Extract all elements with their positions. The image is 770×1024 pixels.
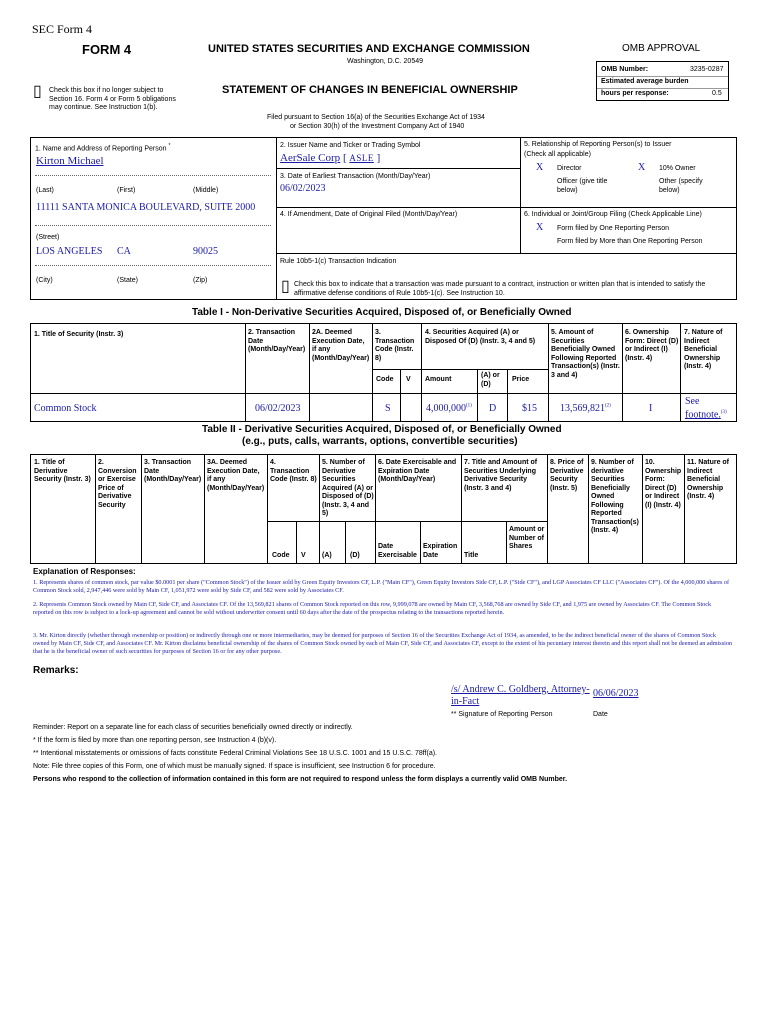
ten-percent-owner-label: 10% Owner [659, 165, 696, 172]
t1-h7: 7. Nature of Indirect Beneficial Ownership (Instr. 4) [684, 329, 723, 370]
t2-sub-v: V [301, 552, 306, 559]
one-person-label: Form filed by One Reporting Person [557, 225, 670, 232]
t1-h1: 1. Title of Security (Instr. 3) [34, 331, 124, 338]
footnote-1: 1. Represents shares of common stock, par value $0.0001 per share ("Common Stock") of the Issuer sold by Green Equity Investors CF, L.P. ("Main CF"), Green Equity Investors Side CF, L.P. ("Side CF"), and LGP Associates CF LLC ("Associates CF"). Of the 4,000,000 shares of Common Stock sold, 2,947,446 were sold by Main CF, 1,051,972 were sold by Side CF, and 582 were sold by Associates CF. [33, 579, 730, 595]
state-value: CA [117, 246, 131, 257]
earliest-transaction-date: 06/02/2023 [280, 183, 326, 194]
table2-title: Table II - Derivative Securities Acquired, Disposed of, or Beneficially Owned [202, 424, 562, 435]
footer-note-4: Persons who respond to the collection of information contained in this form are not required to respond unless the form displays a currently valid OMB Number. [33, 776, 568, 783]
t2-h5: 5. Number of Derivative Securities Acquired (A) or Disposed of (D) (Instr. 3, 4 and 5) [322, 459, 374, 517]
footer-note-2: ** Intentional misstatements or omissions of facts constitute Federal Criminal Violations See 18 U.S.C. 1001 and 15 U.S.C. 78ff(a). [33, 750, 437, 757]
omb-number-label: OMB Number: [601, 66, 649, 73]
omb-approval-title: OMB APPROVAL [622, 43, 701, 54]
table2-subtitle: (e.g., puts, calls, warrants, options, convertible securities) [242, 436, 518, 447]
t2-sub-code: Code [272, 552, 290, 559]
t1-security-title: Common Stock [34, 403, 97, 414]
omb-hours-label: hours per response: [601, 90, 669, 97]
agency-location: Washington, D.C. 20549 [347, 58, 424, 65]
one-person-mark: X [536, 222, 544, 233]
footnote-2: 2. Represents Common Stock owned by Main CF, Side CF, and Associates CF. Of the 13,569,821 shares of Common Stock reported on this row, 9,999,078 are owned by Main CF, 3,568,768 are owned by Side CF, and 1,975 are owned by Associates CF. The Common Stock reported on this row is subject to a lock-up agreement and cannot be sold without underwriter consent until 60 days after the date of the prospectus relating to the transactions reported herein. [33, 601, 712, 617]
director-mark: X [536, 162, 544, 173]
signature-date: 06/06/2023 [593, 688, 639, 699]
footer-note-1: * If the form is filed by more than one reporting person, see Instruction 4 (b)(v). [33, 737, 277, 744]
signature-label: ** Signature of Reporting Person [451, 711, 553, 718]
t2-h3a: 3A. Deemed Execution Date, if any (Month/Day/Year) [207, 459, 265, 492]
explanation-title: Explanation of Responses: [33, 567, 136, 576]
agency-name: UNITED STATES SECURITIES AND EXCHANGE COMMISSION [208, 43, 530, 55]
omb-hours-value: 0.5 [712, 90, 722, 97]
t1-sub-price: Price [512, 376, 530, 383]
rule-text-1: Check this box to indicate that a transaction was made pursuant to a contract, instruction or written plan that is intended to satisfy the [294, 281, 706, 288]
t2-h4: 4. Transaction Code (Instr. 8) [270, 459, 317, 483]
omb-number-value: 3235-0287 [690, 66, 724, 73]
filed-pursuant-line2: or Section 30(h) of the Investment Company Act of 1940 [290, 123, 465, 130]
ten-percent-owner-mark: X [638, 162, 646, 173]
street-address: 11111 SANTA MONICA BOULEVARD, SUITE 2000 [36, 202, 256, 213]
t2-h7: 7. Title and Amount of Securities Underlying Derivative Security (Instr. 3 and 4) [464, 459, 538, 492]
reminder-text: Reminder: Report on a separate line for each class of securities beneficially owned directly or indirectly. [33, 724, 353, 731]
reporting-person-name[interactable]: Kirton Michael [36, 155, 104, 167]
date-label: Date [593, 711, 608, 718]
issuer-ticker: AerSale Corp [ ASLE ] [280, 152, 381, 164]
t1-transaction-date: 06/02/2023 [255, 403, 301, 414]
t1-nature: See footnote.$^{(3)}$ [685, 396, 727, 421]
t1-price: $15 [522, 403, 537, 414]
city-value: LOS ANGELES [36, 246, 103, 257]
footnote-2-link[interactable]: (2) [605, 403, 611, 409]
other-label: Other (specify below) [659, 178, 703, 194]
footnote-1-link[interactable]: (1) [466, 403, 472, 409]
t2-h2: 2. Conversion or Exercise Price of Derivative Security [98, 459, 137, 509]
table1-title: Table I - Non-Derivative Securities Acquired, Disposed of, or Beneficially Owned [192, 307, 572, 318]
t1-transaction-code: S [385, 403, 391, 414]
t1-acquired-disposed: D [489, 403, 497, 414]
t2-sub-amount: Amount or Number of Shares [509, 526, 545, 550]
box5-sub: (Check all applicable) [524, 151, 591, 158]
box6-label: 6. Individual or Joint/Group Filing (Check Applicable Line) [524, 211, 702, 218]
box2-label: 2. Issuer Name and Ticker or Trading Symbol [280, 142, 421, 149]
t1-amount: 4,000,000$^{(1)}$ [426, 403, 472, 414]
t2-sub-d: (D) [350, 552, 360, 559]
t2-h1: 1. Title of Derivative Security (Instr. 3) [34, 459, 91, 483]
t2-h9: 9. Number of derivative Securities Beneficially Owned Following Reported Transaction(s) (Instr. 4) [591, 459, 639, 534]
t2-h11: 11. Nature of Indirect Beneficial Ownership (Instr. 4) [687, 459, 730, 500]
t2-sub-a: (A) [322, 552, 332, 559]
t1-h3: 3. Transaction Code (Instr. 8) [375, 329, 415, 362]
more-persons-label: Form filed by More than One Reporting Person [557, 238, 703, 245]
no-longer-subject-text: Check this box if no longer subject to Section 16. Form 4 or Form 5 obligations may continue. See Instruction 1(b). [49, 87, 176, 111]
rule-checkbox-icon[interactable]: ▯ [281, 278, 290, 295]
box5-label: 5. Relationship of Reporting Person(s) to Issuer [524, 141, 672, 148]
issuer-name-link[interactable]: AerSale Corp [280, 152, 341, 164]
t1-amount-owned: 13,569,821$^{(2)}$ [560, 403, 611, 414]
box4-label: 4. If Amendment, Date of Original Filed (Month/Day/Year) [280, 211, 458, 218]
form-title: FORM 4 [82, 42, 132, 57]
checkbox-icon[interactable]: ▯ [33, 83, 42, 100]
t1-h4: 4. Securities Acquired (A) or Disposed Of (D) (Instr. 3, 4 and 5) [425, 329, 536, 345]
filed-pursuant-line1: Filed pursuant to Section 16(a) of the Securities Exchange Act of 1934 [267, 114, 485, 121]
director-label: Director [557, 165, 582, 172]
city-label: (City) [36, 277, 53, 284]
first-label: (First) [117, 187, 136, 194]
street-label: (Street) [36, 234, 60, 241]
t1-h6: 6. Ownership Form: Direct (D) or Indirect (I) (Instr. 4) [625, 329, 679, 362]
t1-h2a: 2A. Deemed Execution Date, if any (Month/Day/Year) [312, 329, 370, 362]
t1-ownership-form: I [649, 403, 653, 414]
remarks-label: Remarks: [33, 665, 79, 676]
last-label: (Last) [36, 187, 54, 194]
page-header: SEC Form 4 [32, 22, 93, 36]
middle-label: (Middle) [193, 187, 219, 194]
ticker-link[interactable]: ASLE [349, 153, 374, 163]
t2-h3: 3. Transaction Date (Month/Day/Year) [144, 459, 202, 483]
t1-sub-v: V [406, 376, 411, 383]
footnote-3-link[interactable]: (3) [720, 410, 727, 415]
t2-sub-date-exercisable: Date Exercisable [378, 543, 417, 559]
zip-label: (Zip) [193, 277, 208, 284]
t1-h2: 2. Transaction Date (Month/Day/Year) [248, 329, 306, 353]
rule-text-2: affirmative defense conditions of Rule 10b5-1(c). See Instruction 10. [294, 290, 505, 297]
omb-burden-label: Estimated average burden [601, 78, 689, 85]
t2-sub-title: Title [464, 552, 479, 559]
statement-title: STATEMENT OF CHANGES IN BENEFICIAL OWNERSHIP [222, 84, 518, 96]
box3-label: 3. Date of Earliest Transaction (Month/Day/Year) [280, 173, 431, 180]
officer-label: Officer (give title below) [557, 178, 608, 194]
t2-h6: 6. Date Exercisable and Expiration Date (Month/Day/Year) [378, 459, 457, 483]
t2-h8: 8. Price of Derivative Security (Instr. 5) [550, 459, 584, 492]
rule-title: Rule 10b5-1(c) Transaction Indication [280, 258, 397, 265]
footnote-3: 3. Mr. Kirton directly (whether through ownership or position) or indirectly through one or more intermediaries, may be deemed for purposes of Section 16 of the Securities Exchange Act of 1934, as amended, to be the indirect beneficial owner of the shares of Common Stock owned by Main CF, Side CF, and Associates CF. Mr. Kirton disclaims beneficial ownership of the shares of Common Stock owned by each of Main CF, Side CF, and Associates CF, except to the extent of his pecuniary interest therein and this report shall not be deemed an admission that he is the beneficial owner of such securities for purposes of Section 16 or for any other purpose. [33, 632, 733, 656]
box1-label: 1. Name and Address of Reporting Person * [35, 143, 171, 153]
footer-note-3: Note: File three copies of this Form, one of which must be manually signed. If space is insufficient, see Instruction 6 for procedure. [33, 763, 436, 770]
t1-sub-ad: (A) or (D) [481, 372, 500, 388]
t2-sub-expiration: Expiration Date [423, 543, 458, 559]
t1-sub-amount: Amount [425, 376, 452, 383]
t1-sub-code: Code [376, 376, 394, 383]
t1-h5: 5. Amount of Securities Beneficially Owned Following Reported Transaction(s) (Instr. 3 and 4) [551, 329, 620, 379]
state-label: (State) [117, 277, 139, 284]
t2-h10: 10. Ownership Form: Direct (D) or Indirect (I) (Instr. 4) [645, 459, 682, 509]
zip-value: 90025 [193, 246, 218, 257]
signature: /s/ Andrew C. Goldberg, Attorney- in-Fact [451, 684, 590, 707]
